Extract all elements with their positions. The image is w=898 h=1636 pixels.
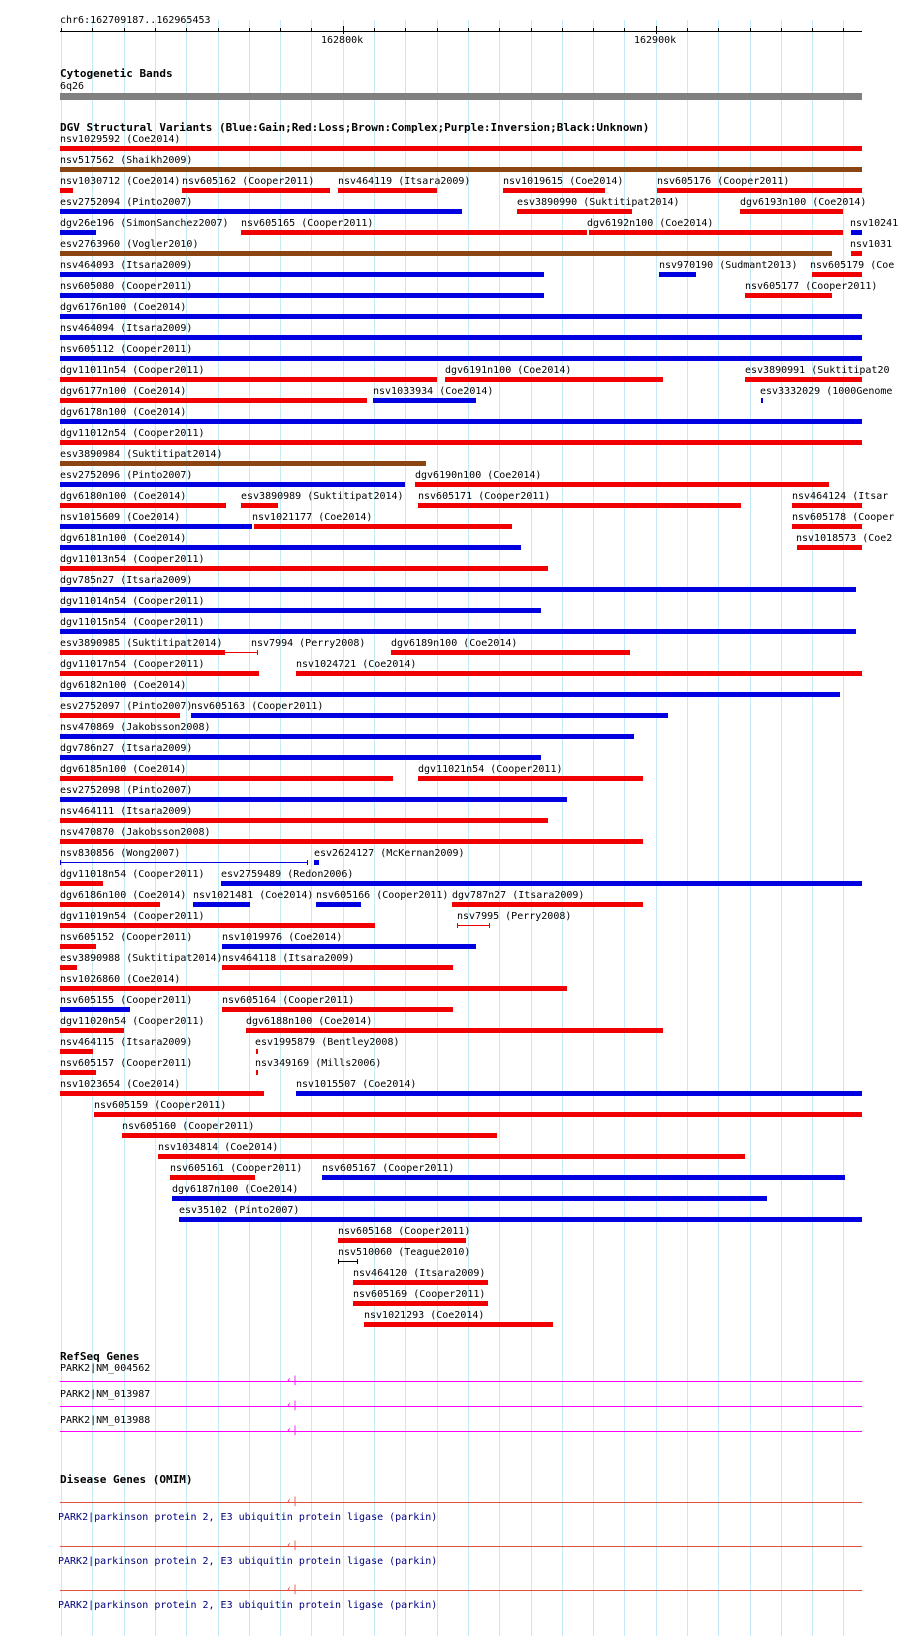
variant-label: nsv605157 (Cooper2011) bbox=[60, 1058, 193, 1069]
variant-label: dgv6189n100 (Coe2014) bbox=[391, 638, 518, 649]
variant-bar bbox=[60, 461, 426, 466]
variant-bar bbox=[452, 902, 643, 907]
variant-bar bbox=[353, 1301, 488, 1306]
ruler-axis bbox=[60, 31, 862, 32]
omim-entry-label: PARK2|parkinson protein 2, E3 ubiquitin protein ligase (parkin) bbox=[58, 1556, 438, 1567]
variant-bar bbox=[60, 566, 548, 571]
variant-label: nsv1030712 (Coe2014) bbox=[60, 176, 181, 187]
variant-label: nsv605163 (Cooper2011) bbox=[191, 701, 324, 712]
variant-label: nsv1019615 (Coe2014) bbox=[503, 176, 624, 187]
variant-label: nsv7994 (Perry2008) bbox=[251, 638, 366, 649]
variant-bar bbox=[322, 1175, 845, 1180]
variant-bar bbox=[60, 230, 96, 235]
variant-label: esv2759489 (Redon2006) bbox=[221, 869, 354, 880]
variant-bar-end bbox=[338, 1259, 339, 1264]
omim-exon-mark: ‹| bbox=[286, 1540, 299, 1551]
grid-line bbox=[405, 20, 406, 1636]
variant-label: nsv605160 (Cooper2011) bbox=[122, 1121, 255, 1132]
ruler-tick bbox=[280, 28, 281, 32]
variant-bar bbox=[60, 713, 180, 718]
grid-line bbox=[374, 20, 375, 1636]
ruler-tick bbox=[468, 28, 469, 32]
ruler-tick-label-1: 162800k bbox=[321, 35, 364, 46]
variant-label: nsv1023654 (Coe2014) bbox=[60, 1079, 181, 1090]
variant-bar bbox=[60, 167, 862, 172]
refseq-gene-line bbox=[60, 1381, 862, 1382]
variant-label: dgv11019n54 (Cooper2011) bbox=[60, 911, 205, 922]
variant-label: nsv605169 (Cooper2011) bbox=[353, 1289, 486, 1300]
variant-label: nsv464120 (Itsara2009) bbox=[353, 1268, 486, 1279]
omim-entry-label: PARK2|parkinson protein 2, E3 ubiquitin protein ligase (parkin) bbox=[58, 1600, 438, 1611]
cytoband-bar[interactable] bbox=[60, 93, 862, 100]
variant-bar bbox=[60, 482, 405, 487]
variant-label: dgv6181n100 (Coe2014) bbox=[60, 533, 187, 544]
variant-bar bbox=[158, 1154, 745, 1159]
ruler-tick bbox=[249, 28, 250, 32]
variant-label: nsv605155 (Cooper2011) bbox=[60, 995, 193, 1006]
refseq-gene-line bbox=[60, 1406, 862, 1407]
variant-label: dgv6192n100 (Coe2014) bbox=[587, 218, 714, 229]
variant-bar-end bbox=[257, 1070, 258, 1075]
gene-exon-mark: ‹| bbox=[286, 1375, 299, 1386]
variant-bar bbox=[60, 293, 544, 298]
gene-exon-mark: ‹| bbox=[286, 1425, 299, 1436]
variant-bar bbox=[745, 377, 862, 382]
variant-bar bbox=[60, 1007, 130, 1012]
omim-gene-line bbox=[60, 1546, 862, 1547]
variant-bar bbox=[418, 776, 643, 781]
variant-bar bbox=[851, 251, 862, 256]
variant-label: nsv830856 (Wong2007) bbox=[60, 848, 181, 859]
variant-label: nsv605177 (Cooper2011) bbox=[745, 281, 878, 292]
omim-track-title: Disease Genes (OMIM) bbox=[60, 1473, 193, 1486]
variant-label: dgv6177n100 (Coe2014) bbox=[60, 386, 187, 397]
variant-label: esv3890991 (Suktitipat20 bbox=[745, 365, 890, 376]
variant-label: dgv787n27 (Itsara2009) bbox=[452, 890, 585, 901]
variant-label: dgv6182n100 (Coe2014) bbox=[60, 680, 187, 691]
variant-label: nsv605167 (Cooper2011) bbox=[322, 1163, 455, 1174]
variant-bar bbox=[224, 652, 258, 653]
variant-label: dgv11012n54 (Cooper2011) bbox=[60, 428, 205, 439]
variant-label: nsv605112 (Cooper2011) bbox=[60, 344, 193, 355]
variant-bar-end bbox=[457, 923, 458, 928]
variant-label: dgv786n27 (Itsara2009) bbox=[60, 743, 193, 754]
variant-bar bbox=[60, 608, 541, 613]
variant-label: nsv1021177 (Coe2014) bbox=[252, 512, 373, 523]
variant-label: dgv6190n100 (Coe2014) bbox=[415, 470, 542, 481]
grid-line bbox=[280, 20, 281, 1636]
variant-bar bbox=[60, 251, 832, 256]
variant-label: nsv605171 (Cooper2011) bbox=[418, 491, 551, 502]
refseq-gene-label: PARK2|NM_013987 bbox=[60, 1389, 151, 1400]
variant-label: nsv1034814 (Coe2014) bbox=[158, 1142, 279, 1153]
cytoband-track-title: Cytogenetic Bands bbox=[60, 67, 173, 80]
dgv-track-title: DGV Structural Variants (Blue:Gain;Red:Loss;Brown:Complex;Purple:Inversion;Black:Unknown) bbox=[60, 121, 650, 134]
ruler-major-tick bbox=[343, 26, 344, 34]
variant-label: nsv1019976 (Coe2014) bbox=[222, 932, 343, 943]
variant-label: dgv6185n100 (Coe2014) bbox=[60, 764, 187, 775]
variant-label: nsv7995 (Perry2008) bbox=[457, 911, 572, 922]
variant-label: dgv11021n54 (Cooper2011) bbox=[418, 764, 563, 775]
variant-label: nsv605152 (Cooper2011) bbox=[60, 932, 193, 943]
variant-label: nsv1021481 (Coe2014) bbox=[193, 890, 314, 901]
refseq-track-title: RefSeq Genes bbox=[60, 1350, 140, 1363]
variant-label: nsv470869 (Jakobsson2008) bbox=[60, 722, 211, 733]
variant-label: dgv6186n100 (Coe2014) bbox=[60, 890, 187, 901]
variant-label: nsv605168 (Cooper2011) bbox=[338, 1226, 471, 1237]
grid-line bbox=[656, 20, 657, 1636]
variant-label: dgv11020n54 (Cooper2011) bbox=[60, 1016, 205, 1027]
variant-label: esv3332029 (1000Genome bbox=[760, 386, 893, 397]
variant-bar bbox=[60, 776, 393, 781]
variant-bar bbox=[60, 356, 862, 361]
variant-label: dgv6191n100 (Coe2014) bbox=[445, 365, 572, 376]
variant-bar bbox=[761, 398, 763, 403]
variant-bar bbox=[659, 272, 696, 277]
variant-label: nsv464111 (Itsara2009) bbox=[60, 806, 193, 817]
variant-label: dgv6180n100 (Coe2014) bbox=[60, 491, 187, 502]
grid-line bbox=[531, 20, 532, 1636]
variant-label: esv3890989 (Suktitipat2014) bbox=[241, 491, 404, 502]
variant-bar bbox=[60, 839, 643, 844]
variant-bar bbox=[338, 1261, 358, 1262]
variant-bar bbox=[517, 209, 632, 214]
variant-label: nsv1031 bbox=[850, 239, 893, 250]
variant-bar bbox=[60, 1049, 93, 1054]
variant-label: nsv10241 bbox=[850, 218, 898, 229]
ruler-tick bbox=[92, 28, 93, 32]
variant-label: nsv464115 (Itsara2009) bbox=[60, 1037, 193, 1048]
variant-label: nsv1015507 (Coe2014) bbox=[296, 1079, 417, 1090]
variant-label: esv2763960 (Vogler2010) bbox=[60, 239, 199, 250]
variant-label: nsv605176 (Cooper2011) bbox=[657, 176, 790, 187]
variant-bar bbox=[745, 293, 832, 298]
variant-bar bbox=[60, 797, 567, 802]
variant-label: dgv785n27 (Itsara2009) bbox=[60, 575, 193, 586]
variant-bar bbox=[338, 188, 437, 193]
variant-label: esv35102 (Pinto2007) bbox=[179, 1205, 300, 1216]
variant-bar bbox=[254, 524, 512, 529]
ruler-tick-label-2: 162900k bbox=[634, 35, 677, 46]
variant-bar-end bbox=[257, 650, 258, 655]
ruler-tick bbox=[61, 28, 62, 32]
variant-label: nsv1021293 (Coe2014) bbox=[364, 1310, 485, 1321]
refseq-gene-label: PARK2|NM_013988 bbox=[60, 1415, 151, 1426]
variant-bar bbox=[60, 734, 634, 739]
variant-label: esv2752097 (Pinto2007) bbox=[60, 701, 193, 712]
variant-label: nsv1033934 (Coe2014) bbox=[373, 386, 494, 397]
ruler-tick bbox=[155, 28, 156, 32]
variant-bar bbox=[60, 545, 521, 550]
variant-bar bbox=[797, 545, 862, 550]
variant-bar bbox=[60, 314, 862, 319]
variant-bar-end bbox=[357, 1259, 358, 1264]
variant-bar bbox=[316, 902, 361, 907]
variant-bar bbox=[60, 671, 259, 676]
variant-bar bbox=[314, 860, 319, 865]
grid-line bbox=[311, 20, 312, 1636]
variant-bar bbox=[60, 818, 548, 823]
variant-bar bbox=[851, 230, 862, 235]
variant-bar bbox=[60, 629, 856, 634]
variant-label: nsv605162 (Cooper2011) bbox=[182, 176, 315, 187]
variant-label: dgv6193n100 (Coe2014) bbox=[740, 197, 867, 208]
gene-exon-mark: ‹| bbox=[286, 1400, 299, 1411]
ruler-tick bbox=[562, 28, 563, 32]
variant-bar-end bbox=[224, 650, 225, 655]
variant-bar bbox=[296, 1091, 862, 1096]
variant-bar bbox=[122, 1133, 497, 1138]
variant-bar bbox=[657, 188, 862, 193]
variant-label: nsv605166 (Cooper2011) bbox=[316, 890, 449, 901]
variant-bar bbox=[353, 1280, 488, 1285]
variant-bar bbox=[221, 881, 862, 886]
variant-bar bbox=[60, 862, 308, 863]
variant-bar bbox=[503, 188, 605, 193]
ruler-tick bbox=[437, 28, 438, 32]
variant-label: nsv464124 (Itsar bbox=[792, 491, 889, 502]
variant-label: dgv6176n100 (Coe2014) bbox=[60, 302, 187, 313]
variant-bar-end bbox=[60, 860, 61, 865]
variant-bar bbox=[60, 146, 862, 151]
variant-bar bbox=[182, 188, 330, 193]
variant-bar bbox=[445, 377, 663, 382]
variant-bar-end bbox=[307, 860, 308, 865]
omim-gene-line bbox=[60, 1502, 862, 1503]
omim-gene-line bbox=[60, 1590, 862, 1591]
grid-line bbox=[624, 20, 625, 1636]
variant-label: dgv11018n54 (Cooper2011) bbox=[60, 869, 205, 880]
variant-bar bbox=[60, 1070, 96, 1075]
variant-label: esv3890984 (Suktitipat2014) bbox=[60, 449, 223, 460]
variant-bar bbox=[373, 398, 476, 403]
variant-bar bbox=[364, 1322, 553, 1327]
variant-bar bbox=[191, 713, 668, 718]
ruler-tick bbox=[218, 28, 219, 32]
variant-bar bbox=[812, 272, 862, 277]
variant-bar bbox=[60, 377, 437, 382]
variant-label: dgv11014n54 (Cooper2011) bbox=[60, 596, 205, 607]
cytoband-label: 6q26 bbox=[60, 81, 85, 92]
variant-label: nsv464093 (Itsara2009) bbox=[60, 260, 193, 271]
variant-bar bbox=[391, 650, 630, 655]
variant-label: dgv11011n54 (Cooper2011) bbox=[60, 365, 205, 376]
variant-label: dgv6178n100 (Coe2014) bbox=[60, 407, 187, 418]
ruler-tick bbox=[812, 28, 813, 32]
variant-bar bbox=[60, 272, 544, 277]
variant-label: nsv1029592 (Coe2014) bbox=[60, 134, 181, 145]
variant-bar bbox=[60, 335, 862, 340]
omim-exon-mark: ‹| bbox=[286, 1496, 299, 1507]
variant-bar bbox=[589, 230, 843, 235]
variant-label: nsv464119 (Itsara2009) bbox=[338, 176, 471, 187]
variant-bar bbox=[60, 986, 567, 991]
variant-bar bbox=[60, 209, 462, 214]
variant-label: nsv605159 (Cooper2011) bbox=[94, 1100, 227, 1111]
variant-bar bbox=[222, 1007, 453, 1012]
ruler-tick bbox=[624, 28, 625, 32]
variant-bar bbox=[60, 1091, 264, 1096]
grid-line bbox=[249, 20, 250, 1636]
variant-label: nsv1015609 (Coe2014) bbox=[60, 512, 181, 523]
variant-bar bbox=[60, 419, 862, 424]
variant-bar bbox=[60, 587, 856, 592]
variant-label: dgv26e196 (SimonSanchez2007) bbox=[60, 218, 229, 229]
ruler-tick bbox=[718, 28, 719, 32]
variant-bar bbox=[60, 524, 252, 529]
variant-label: dgv6188n100 (Coe2014) bbox=[246, 1016, 373, 1027]
variant-label: nsv605165 (Cooper2011) bbox=[241, 218, 374, 229]
variant-label: nsv605164 (Cooper2011) bbox=[222, 995, 355, 1006]
grid-line bbox=[593, 20, 594, 1636]
variant-bar bbox=[60, 944, 96, 949]
variant-label: nsv605080 (Cooper2011) bbox=[60, 281, 193, 292]
variant-bar bbox=[241, 230, 587, 235]
variant-bar bbox=[457, 925, 490, 926]
variant-bar bbox=[256, 1049, 258, 1054]
ruler-tick bbox=[593, 28, 594, 32]
variant-bar bbox=[60, 188, 73, 193]
ruler-tick bbox=[781, 28, 782, 32]
variant-bar bbox=[60, 650, 224, 655]
variant-bar-end bbox=[489, 923, 490, 928]
variant-label: dgv11015n54 (Cooper2011) bbox=[60, 617, 205, 628]
variant-label: nsv1026860 (Coe2014) bbox=[60, 974, 181, 985]
variant-bar bbox=[222, 944, 476, 949]
grid-line bbox=[343, 20, 344, 1636]
variant-label: esv3890988 (Suktitipat2014) bbox=[60, 953, 223, 964]
ruler-tick bbox=[499, 28, 500, 32]
grid-line bbox=[562, 20, 563, 1636]
variant-label: nsv517562 (Shaikh2009) bbox=[60, 155, 193, 166]
ruler-major-tick bbox=[656, 26, 657, 34]
variant-bar bbox=[241, 503, 278, 508]
variant-label: nsv349169 (Mills2006) bbox=[255, 1058, 382, 1069]
variant-bar bbox=[60, 923, 375, 928]
variant-bar bbox=[792, 524, 862, 529]
variant-bar bbox=[170, 1175, 255, 1180]
variant-bar bbox=[60, 440, 862, 445]
variant-bar bbox=[60, 902, 160, 907]
ruler-tick bbox=[531, 28, 532, 32]
ruler-tick bbox=[186, 28, 187, 32]
variant-bar bbox=[60, 692, 840, 697]
variant-label: nsv464094 (Itsara2009) bbox=[60, 323, 193, 334]
variant-bar bbox=[792, 503, 862, 508]
variant-label: nsv605161 (Cooper2011) bbox=[170, 1163, 303, 1174]
variant-label: dgv11017n54 (Cooper2011) bbox=[60, 659, 205, 670]
variant-label: nsv510060 (Teague2010) bbox=[338, 1247, 471, 1258]
variant-bar bbox=[179, 1217, 862, 1222]
variant-bar bbox=[418, 503, 741, 508]
ruler-tick bbox=[750, 28, 751, 32]
variant-label: nsv1024721 (Coe2014) bbox=[296, 659, 417, 670]
variant-label: esv1995879 (Bentley2008) bbox=[255, 1037, 400, 1048]
ruler-tick bbox=[311, 28, 312, 32]
omim-entry-label: PARK2|parkinson protein 2, E3 ubiquitin protein ligase (parkin) bbox=[58, 1512, 438, 1523]
variant-label: esv3890985 (Suktitipat2014) bbox=[60, 638, 223, 649]
variant-label: dgv11013n54 (Cooper2011) bbox=[60, 554, 205, 565]
variant-label: nsv1018573 (Coe2 bbox=[796, 533, 893, 544]
variant-bar bbox=[246, 1028, 663, 1033]
variant-bar bbox=[740, 209, 843, 214]
grid-line bbox=[468, 20, 469, 1636]
grid-line bbox=[499, 20, 500, 1636]
variant-label: nsv970190 (Sudmant2013) bbox=[659, 260, 798, 271]
variant-label: dgv6187n100 (Coe2014) bbox=[172, 1184, 299, 1195]
variant-bar bbox=[172, 1196, 767, 1201]
variant-label: esv2624127 (McKernan2009) bbox=[314, 848, 465, 859]
variant-label: esv2752098 (Pinto2007) bbox=[60, 785, 193, 796]
variant-bar bbox=[60, 398, 367, 403]
variant-label: nsv605178 (Cooper bbox=[792, 512, 895, 523]
variant-bar bbox=[338, 1238, 466, 1243]
ruler-tick bbox=[687, 28, 688, 32]
variant-label: esv3890990 (Suktitipat2014) bbox=[517, 197, 680, 208]
variant-bar bbox=[222, 965, 453, 970]
variant-label: esv2752094 (Pinto2007) bbox=[60, 197, 193, 208]
ruler-range-label: chr6:162709187..162965453 bbox=[60, 15, 211, 26]
variant-bar bbox=[60, 503, 226, 508]
variant-label: esv2752096 (Pinto2007) bbox=[60, 470, 193, 481]
variant-bar bbox=[193, 902, 250, 907]
omim-exon-mark: ‹| bbox=[286, 1584, 299, 1595]
variant-bar bbox=[415, 482, 829, 487]
variant-bar bbox=[94, 1112, 862, 1117]
ruler-tick bbox=[405, 28, 406, 32]
refseq-gene-line bbox=[60, 1431, 862, 1432]
grid-line bbox=[437, 20, 438, 1636]
grid-line bbox=[218, 20, 219, 1636]
variant-bar bbox=[60, 1028, 124, 1033]
variant-bar bbox=[60, 881, 103, 886]
variant-bar bbox=[296, 671, 862, 676]
variant-label: nsv464118 (Itsara2009) bbox=[222, 953, 355, 964]
variant-bar bbox=[60, 965, 77, 970]
refseq-gene-label: PARK2|NM_004562 bbox=[60, 1363, 151, 1374]
ruler-tick bbox=[843, 28, 844, 32]
variant-bar bbox=[60, 755, 541, 760]
variant-label: nsv605179 (Coe bbox=[810, 260, 895, 271]
variant-label: nsv470870 (Jakobsson2008) bbox=[60, 827, 211, 838]
ruler-tick bbox=[374, 28, 375, 32]
ruler-tick bbox=[124, 28, 125, 32]
